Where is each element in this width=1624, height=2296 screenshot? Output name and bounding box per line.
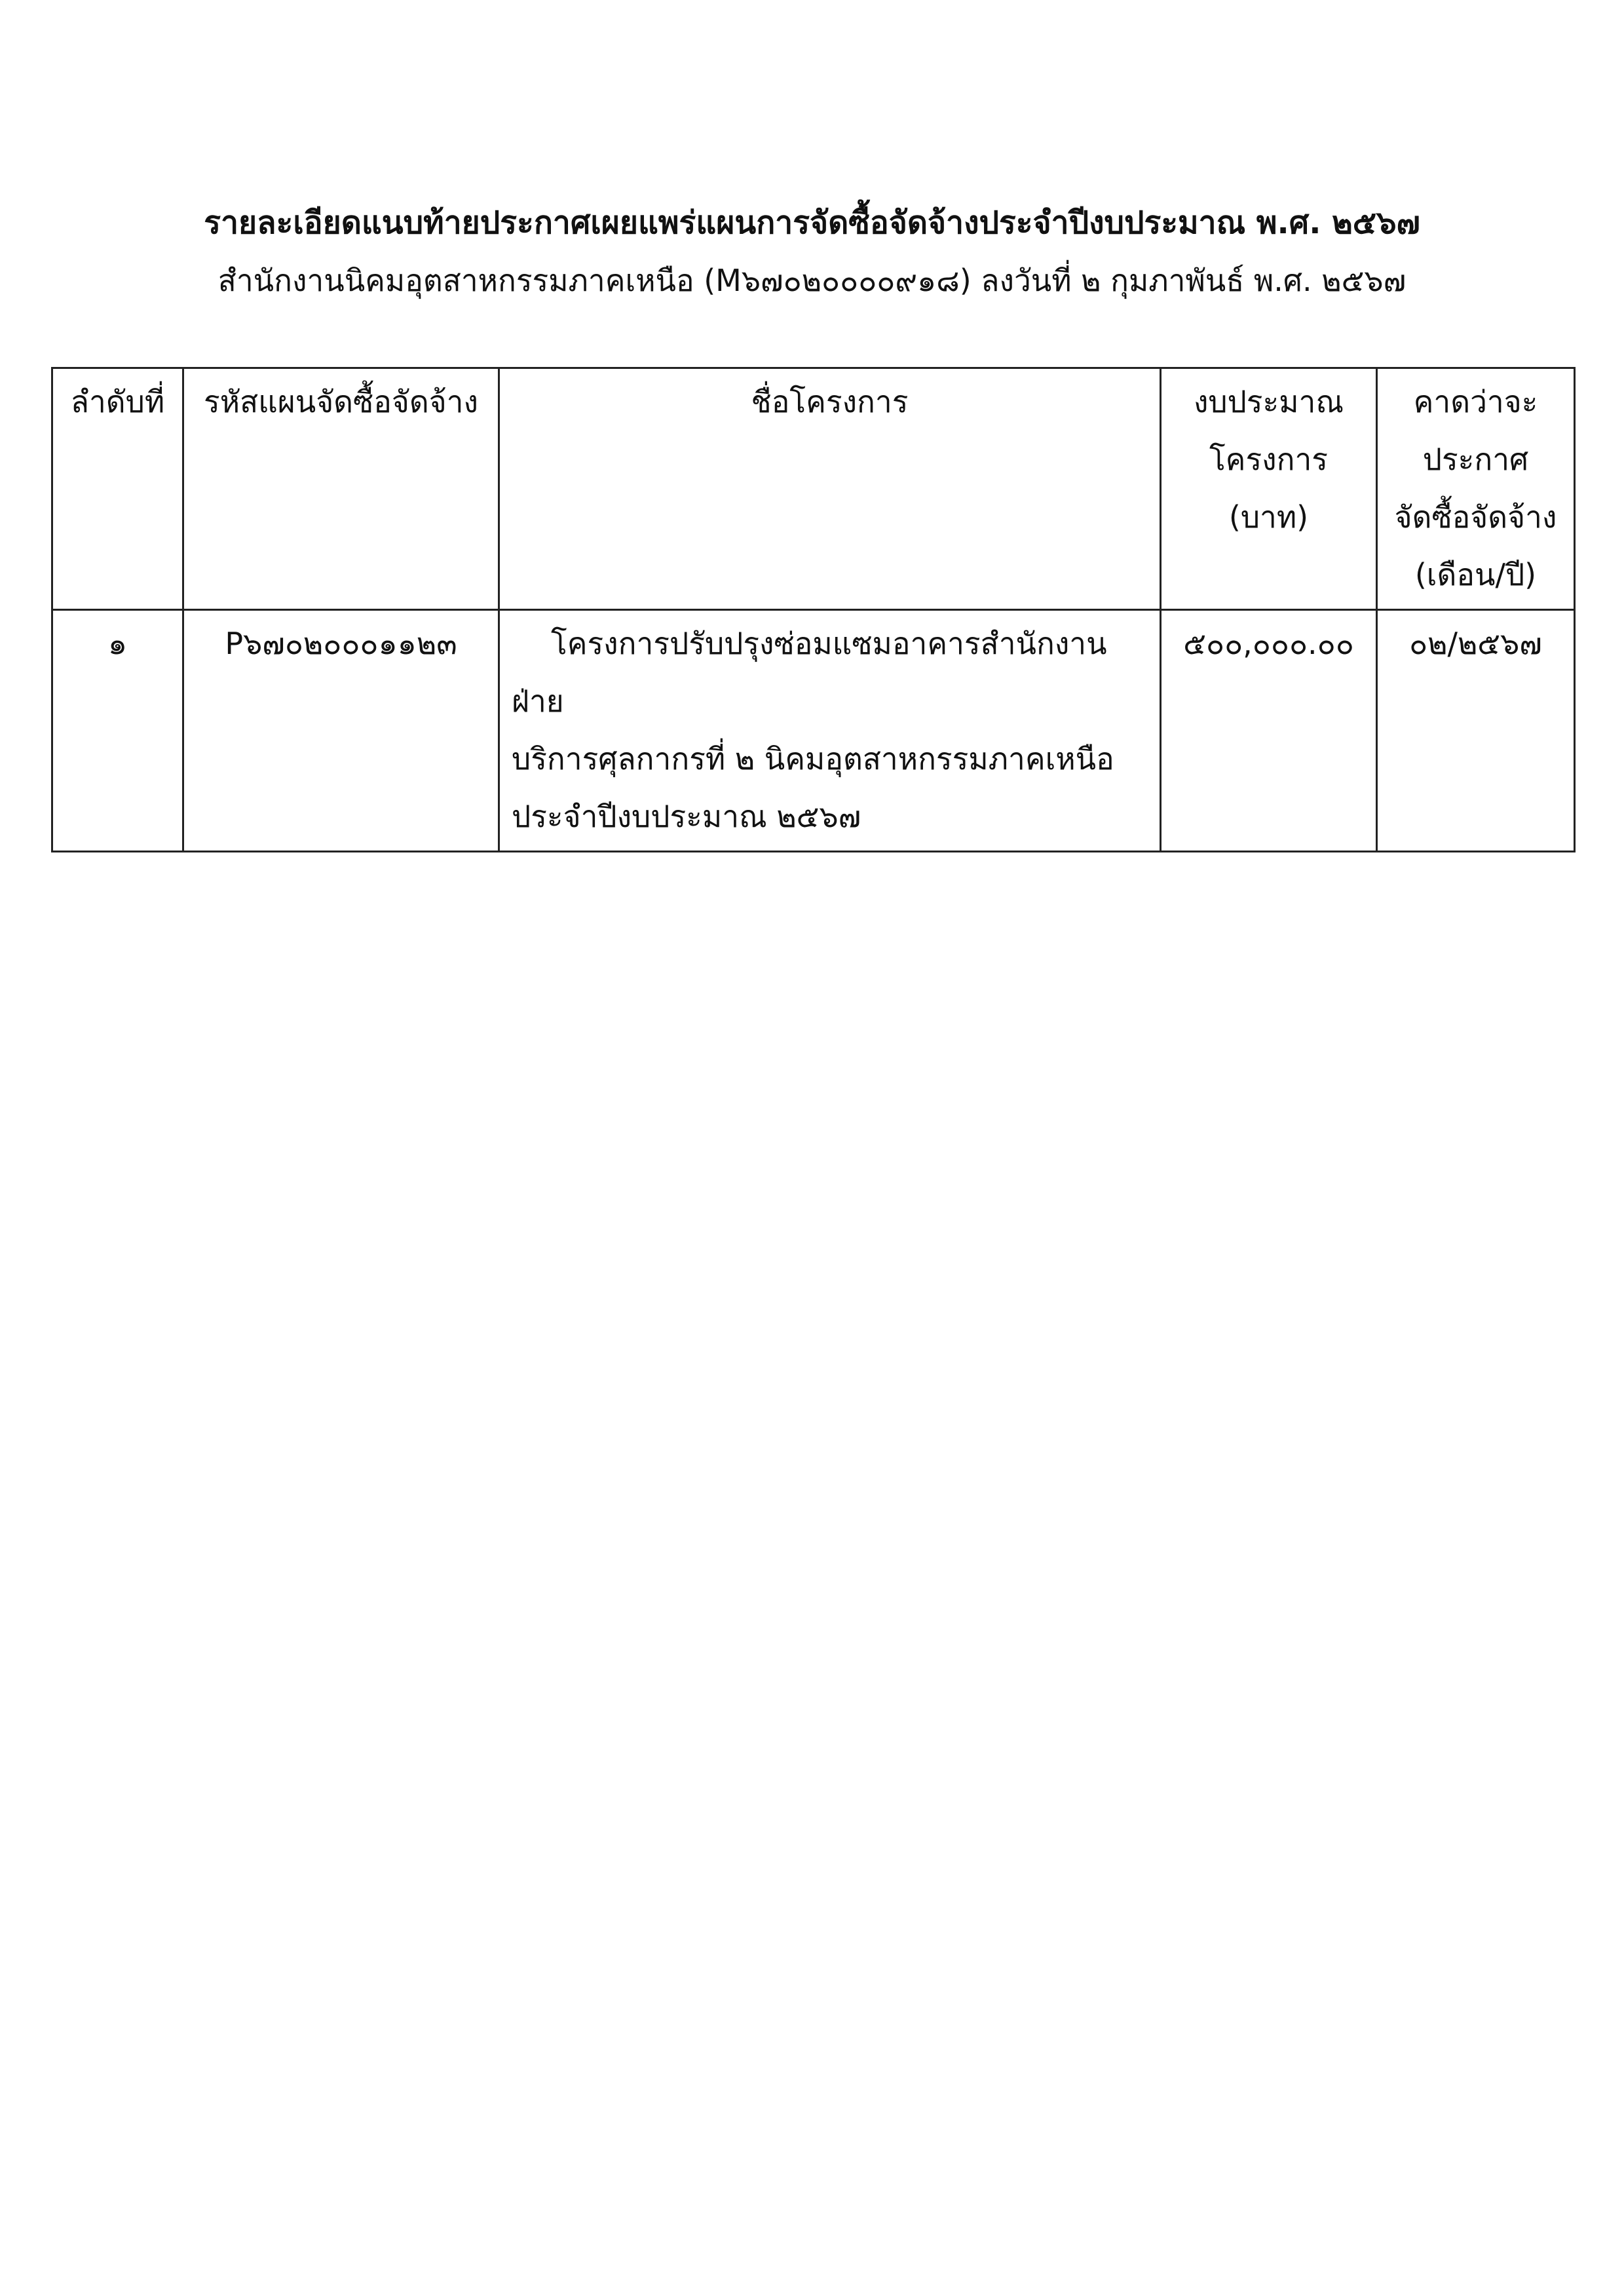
header-budget-line: งบประมาณ xyxy=(1193,384,1344,419)
cell-budget: ๕๐๐,๐๐๐.๐๐ xyxy=(1161,610,1377,852)
document-subtitle: สำนักงานนิคมอุตสาหกรรมภาคเหนือ (M๖๗๐๒๐๐๐๐๙๑๘) ลงวันที่ ๒ กุมภาพันธ์ พ.ศ. ๒๕๖๗ xyxy=(217,263,1407,298)
cell-expected-date: ๐๒/๒๕๖๗ xyxy=(1377,610,1575,852)
header-expected-line: ประกาศ xyxy=(1422,442,1529,477)
procurement-plan-table xyxy=(51,367,1576,852)
table-header-row xyxy=(52,368,1575,610)
project-name-line-text: โครงการปรับปรุงซ่อมแซมอาคารสำนักงานฝ่าย xyxy=(512,626,1107,719)
header-budget xyxy=(1161,368,1377,610)
header-plan-code: รหัสแผนจัดซื้อจัดจ้าง xyxy=(183,368,499,610)
header-budget-line: (บาท) xyxy=(1228,499,1309,535)
header-expected-line: คาดว่าจะ xyxy=(1413,384,1538,419)
document-title: รายละเอียดแนบท้ายประกาศเผยแพร่แผนการจัดซื้อจัดจ้างประจำปีงบประมาณ พ.ศ. ๒๕๖๗ xyxy=(204,204,1420,241)
cell-project-name xyxy=(499,610,1161,852)
project-name-line: ประจำปีงบประมาณ ๒๕๖๗ xyxy=(512,799,861,834)
header-project-name: ชื่อโครงการ xyxy=(499,368,1161,610)
table-row xyxy=(52,610,1575,852)
header-expected-line: (เดือน/ปี) xyxy=(1414,557,1537,592)
header-no: ลำดับที่ xyxy=(52,368,183,610)
project-name-line xyxy=(512,615,1148,730)
cell-plan-code: P๖๗๐๒๐๐๐๑๑๒๓ xyxy=(183,610,499,852)
header-expected-date xyxy=(1377,368,1575,610)
header-expected-line: จัดซื้อจัดจ้าง xyxy=(1394,499,1557,535)
header-budget-line: โครงการ xyxy=(1209,442,1329,477)
cell-no: ๑ xyxy=(52,610,183,852)
project-name-line: บริการศุลกากรที่ ๒ นิคมอุตสาหกรรมภาคเหนือ xyxy=(512,741,1114,776)
